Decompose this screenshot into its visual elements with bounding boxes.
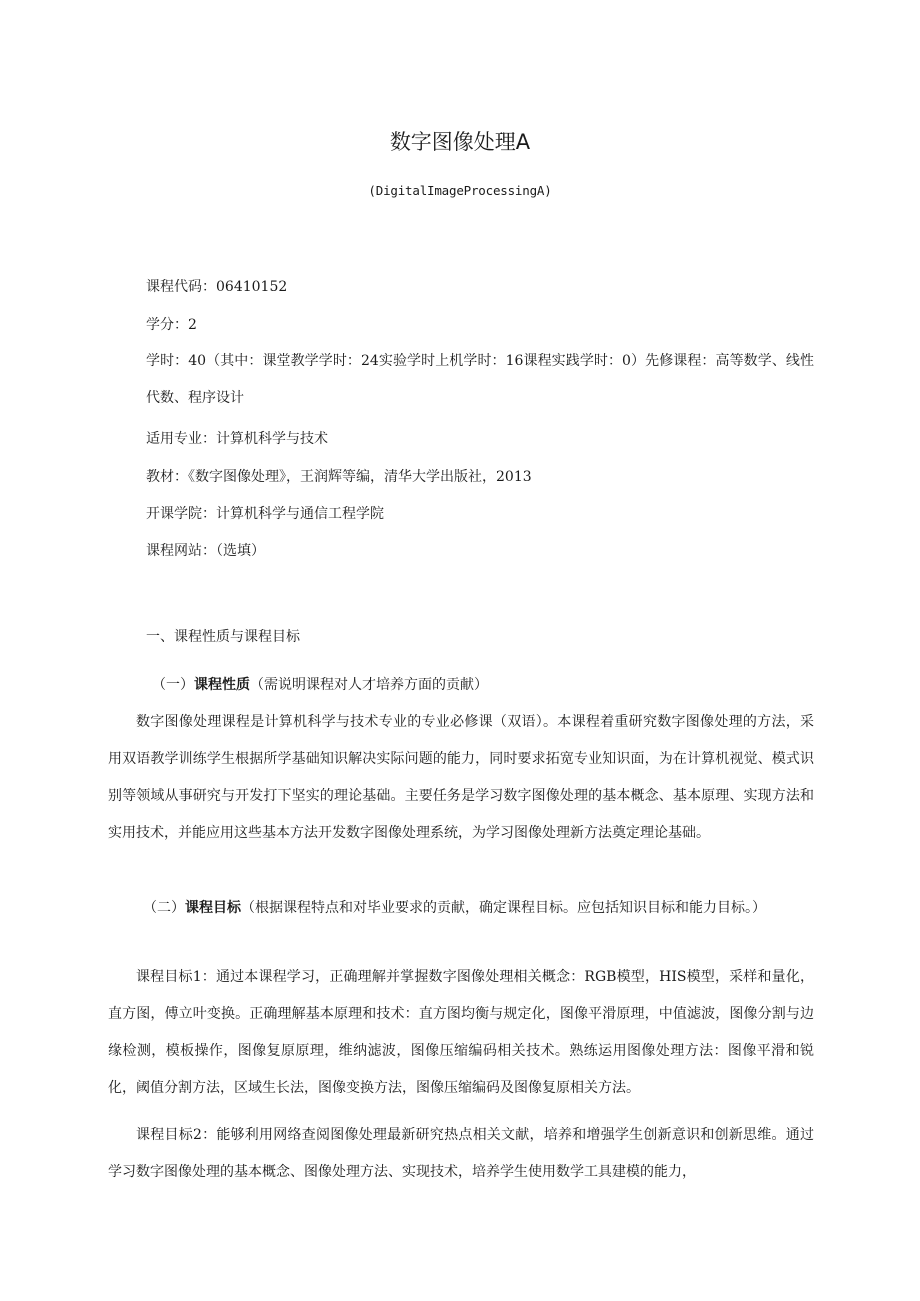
subsection-bold: 课程性质	[194, 677, 250, 693]
subsection-nature-heading	[152, 674, 488, 694]
subsection-note: （根据课程特点和对毕业要求的贡献，确定课程目标。应包括知识目标和能力目标。）	[241, 900, 766, 916]
course-website: 课程网站：（选填）	[146, 543, 265, 559]
subsection-goals-heading	[108, 890, 814, 927]
applicable-major: 适用专业：计算机科学与技术	[146, 431, 328, 447]
goal-2-paragraph: 课程目标2：能够利用网络查阅图像处理最新研究热点相关文献，培养和增强学生创新意识和创新思维。通过学习数字图像处理的基本概念、图像处理方法、实现技术，培养学生使用数学工具建模的能力，	[108, 1127, 814, 1180]
page-title: 数字图像处理A	[389, 130, 531, 154]
subsection-label: （一）	[152, 677, 194, 693]
section-heading: 一、课程性质与课程目标	[146, 629, 300, 645]
subsection-label: （二）	[143, 900, 185, 916]
subsection-note: （需说明课程对人才培养方面的贡献）	[250, 677, 488, 693]
course-credit: 学分：2	[146, 317, 197, 333]
course-code: 课程代码：06410152	[146, 279, 288, 295]
page-subtitle: (DigitalImageProcessingA)	[368, 183, 552, 198]
goal-1-paragraph: 课程目标1：通过本课程学习，正确理解并掌握数字图像处理相关概念：RGB模型，HIS模型，采样和量化，直方图，傅立叶变换。正确理解基本原理和技术：直方图均衡与规定化，图像平滑原理，中值滤波，图像分割与边缘检测，模板操作，图像复原原理，维纳滤波，图像压缩编码相关技术。熟练运用图像处理方法：图像平滑和锐化，阈值分割方法，区域生长法，图像变换方法，图像压缩编码及图像复原相关方法。	[108, 969, 814, 1096]
subsection-bold: 课程目标	[185, 900, 241, 916]
offering-school: 开课学院：计算机科学与通信工程学院	[146, 506, 384, 522]
textbook: 教材：《数字图像处理》，王润辉等编，清华大学出版社，2013	[146, 469, 532, 485]
nature-paragraph: 数字图像处理课程是计算机科学与技术专业的专业必修课（双语）。本课程着重研究数字图像处理的方法，采用双语教学训练学生根据所学基础知识解决实际问题的能力，同时要求拓宽专业知识面，为在计算机视觉、模式识别等领域从事研究与开发打下坚实的理论基础。主要任务是学习数字图像处理的基本概念、基本原理、实现方法和实用技术，并能应用这些基本方法开发数字图像处理系统，为学习图像处理新方法奠定理论基础。	[108, 714, 814, 841]
course-hours: 学时：40（其中：课堂教学学时：24实验学时上机学时：16课程实践学时：0）先修课程：高等数学、线性代数、程序设计	[146, 353, 814, 406]
